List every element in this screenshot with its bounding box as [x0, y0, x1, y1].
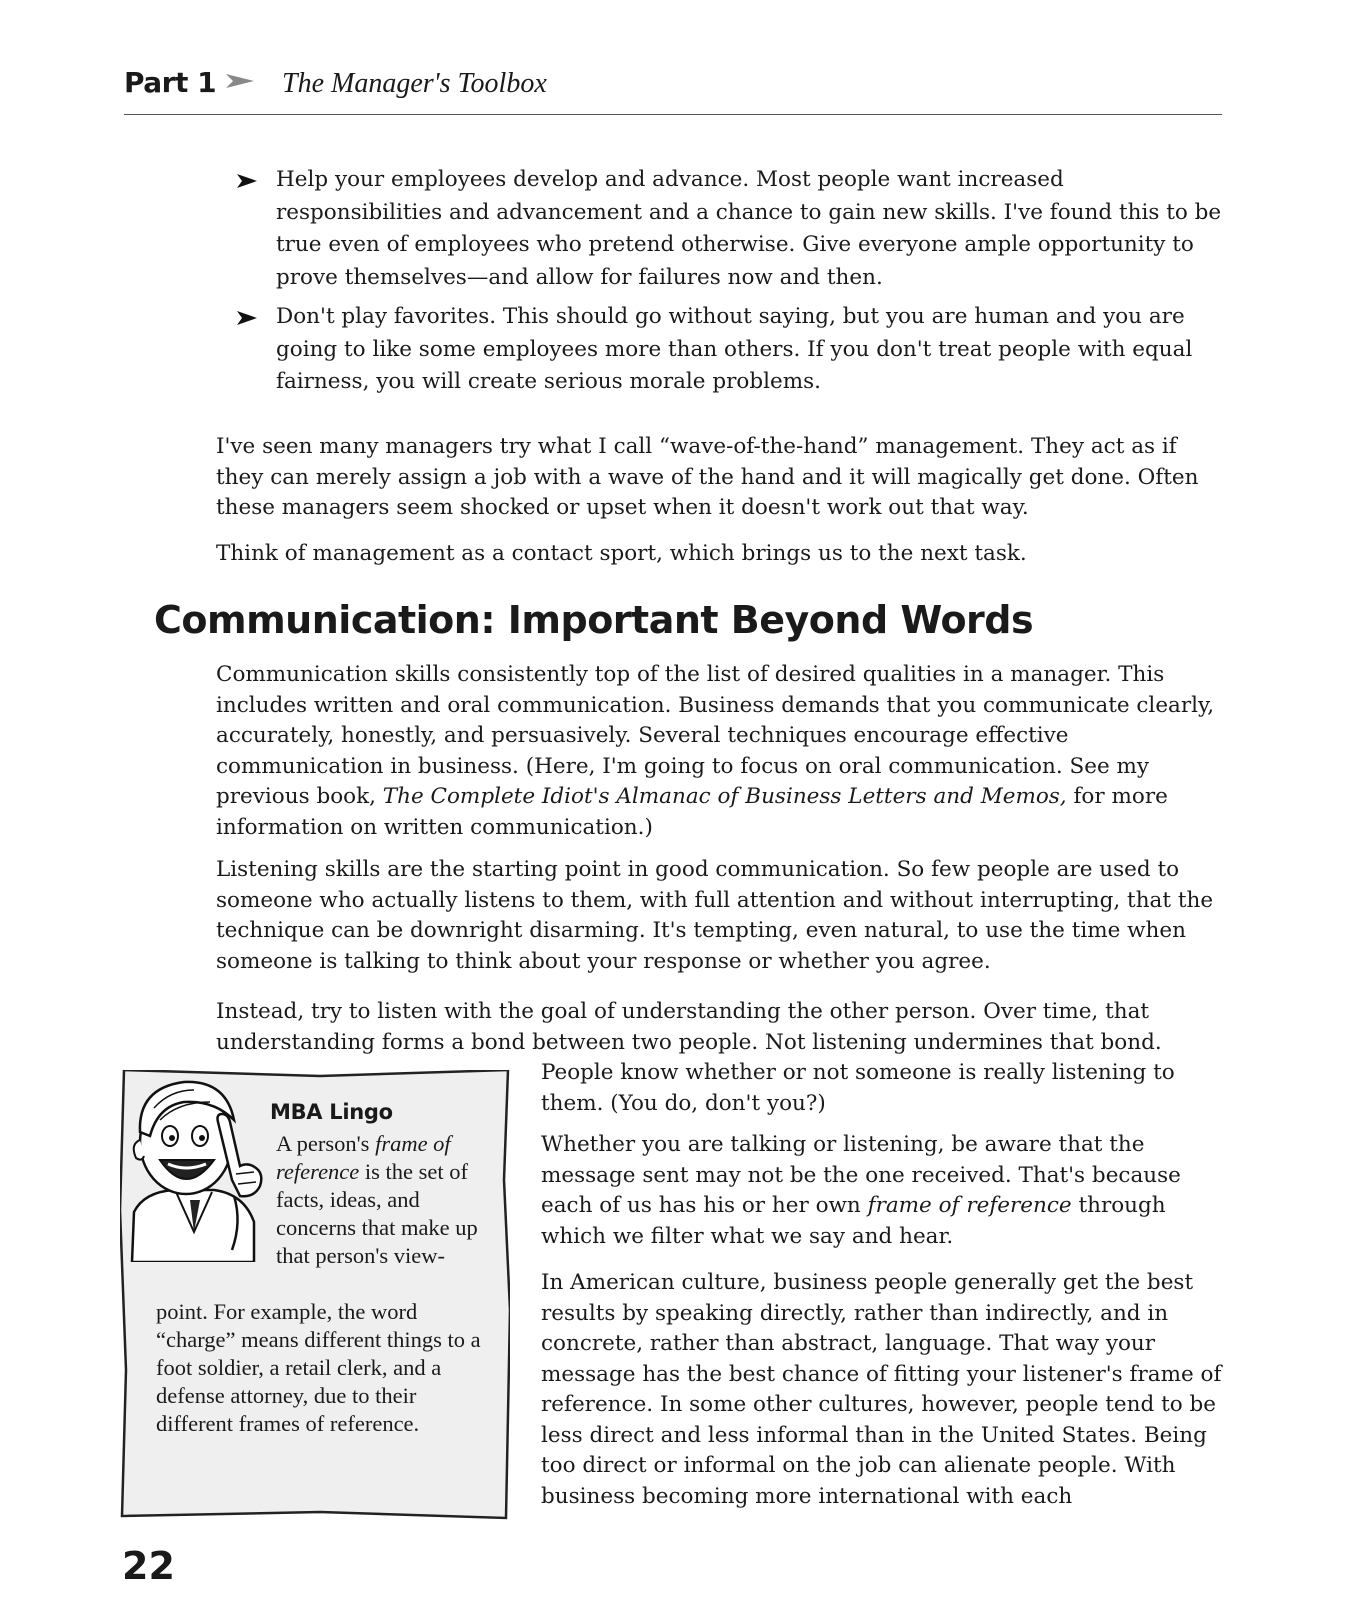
mba-lingo-sidebar [120, 1070, 510, 1520]
paragraph-contact-sport: Think of management as a contact sport, which brings us to the next task. [216, 541, 1027, 566]
bullet-list [236, 164, 1226, 406]
paragraph-listening-skills: Listening skills are the starting point in good communication. So few people are used to someone who actually listens to them, with full attention and without interrupting, that the technique can be downright disarming. It's tempting, even natural, to use the time when someone is talking to think about your response or whether you agree. [216, 857, 1214, 974]
bullet-arrow-icon [236, 310, 258, 326]
bullet-arrow-icon [236, 173, 258, 189]
list-item [236, 301, 1226, 399]
paragraph-understanding: Instead, try to listen with the goal of understanding the other person. Over time, that understanding forms a bond between two people. Not listening undermines that bond. [216, 999, 1162, 1055]
sidebar-title: MBA Lingo [270, 1100, 393, 1124]
text-run: Communication skills consistently top of the list of desired qualities in a manager. This includes written and oral communication. Business demands that you communicate clearly, accurately, honestly, and persuasively. Several techniques encourage effective communication in business. (Here, I'm going to focus on oral communication. See my previous book, [216, 662, 1215, 809]
part-label: Part 1 [124, 66, 217, 99]
paragraph-american-culture: In American culture, business people generally get the best results by speaking directly, rather than indirectly, and in concrete, rather than abstract, language. That way your message has the best chance of fitting your listener's frame of reference. In some other cultures, however, people tend to be less direct and less informal than in the United States. Being too direct or informal on the job can alienate people. With business becoming more international with each [541, 1270, 1222, 1509]
sidebar-term: frame of reference [276, 1131, 451, 1184]
paragraph-wave-of-hand: I've seen many managers try what I call “wave-of-the-hand” management. They act as if they can merely assign a job with a wave of the hand and it will magically get done. Often these managers seem shocked or upset when it doesn't work out that way. [216, 434, 1199, 520]
book-title: The Manager's Toolbox [282, 68, 547, 99]
term-frame-of-reference: frame of reference [867, 1193, 1072, 1218]
paragraph-communication-skills [216, 660, 1216, 843]
list-item-text: Don't play favorites. This should go without saying, but you are human and you are going to like some employees more than others. If you don't treat people with equal fairness, you will create serious morale problems. [276, 304, 1193, 394]
text-run: Whether you are talking or listening, be aware that the message sent may not be the one received. That's because each of us has his or her own [541, 1132, 1181, 1218]
list-item-text: Help your employees develop and advance. Most people want increased responsibilities and advancement and a chance to gain new skills. I've found this to be true even of employees who pretend otherwise. Give everyone ample opportunity to prove themselves—and allow for failures now and then. [276, 167, 1222, 290]
cartoon-man-pointing-icon [114, 1062, 279, 1262]
text-run: is the set of facts, ideas, and concerns that make up that person's view- [276, 1159, 478, 1268]
page-number: 22 [122, 1544, 175, 1588]
list-item [236, 164, 1226, 294]
sidebar-definition [276, 1130, 496, 1270]
book-reference: The Complete Idiot's Almanac of Business Letters and Memos, [382, 784, 1067, 809]
running-header [124, 62, 1222, 115]
text-run: A person's [276, 1131, 376, 1156]
sidebar-example: point. For example, the word “charge” means different things to a foot soldier, a retail clerk, and a defense attorney, due to their different frames of reference. [156, 1299, 481, 1436]
paragraph-frame-of-reference [541, 1130, 1221, 1252]
text-run: through which we filter what we say and hear. [541, 1193, 1166, 1249]
arrow-right-icon [224, 70, 258, 92]
section-heading: Communication: Important Beyond Words [154, 598, 1034, 642]
text-run: for more information on written communication.) [216, 784, 1168, 840]
paragraph-listening-known: People know whether or not someone is really listening to them. (You do, don't you?) [541, 1060, 1175, 1116]
